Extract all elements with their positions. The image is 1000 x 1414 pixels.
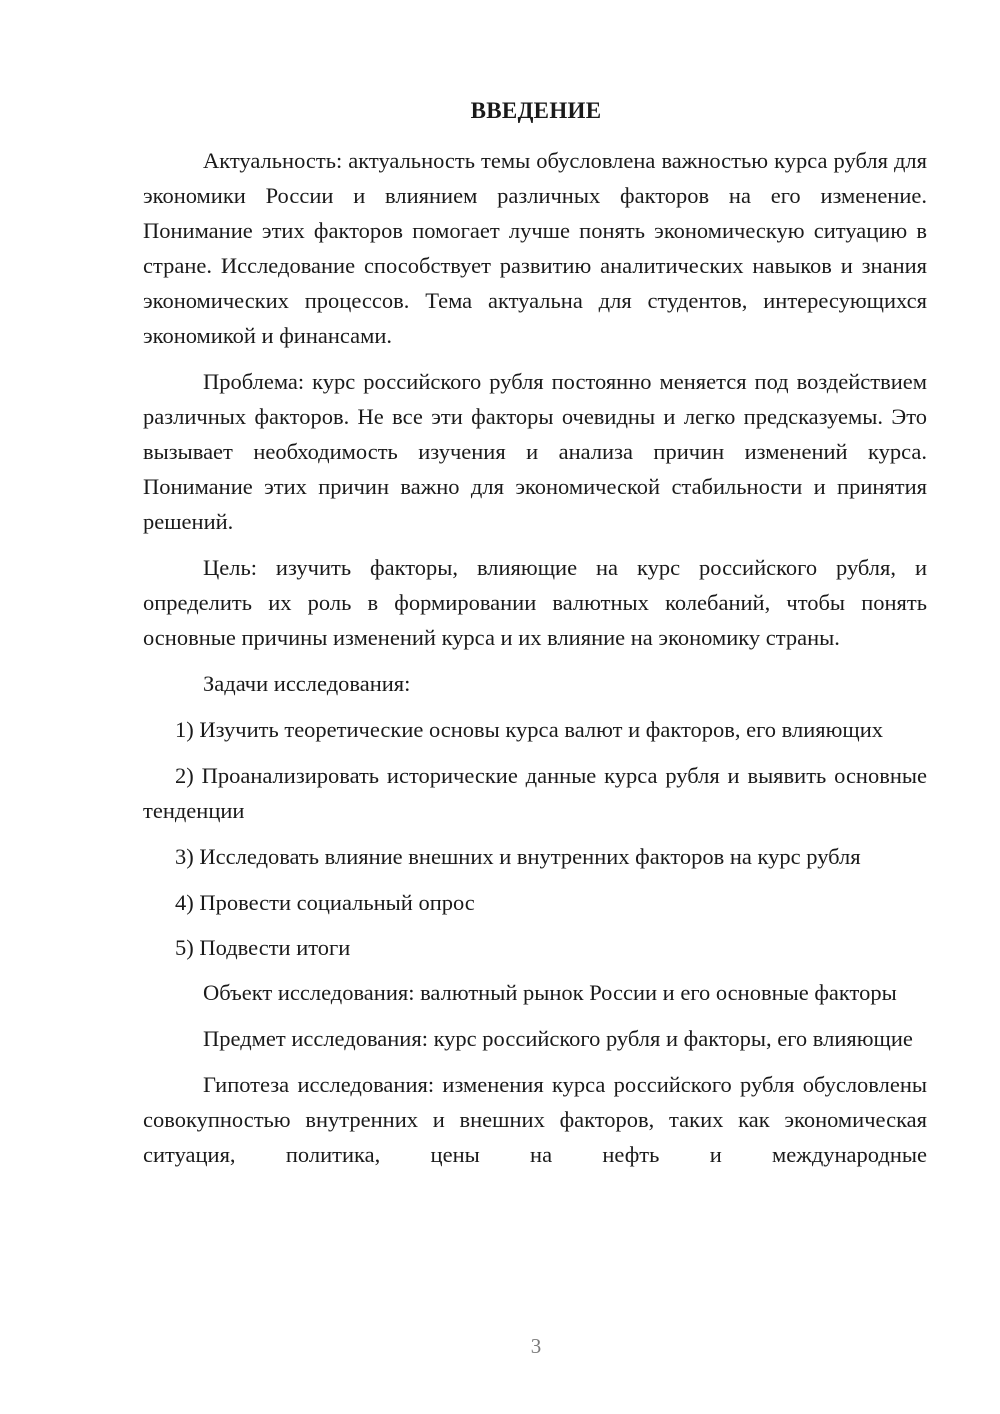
document-body [143,143,927,1183]
paragraph-subject: Предмет исследования: курс российского рубля и факторы, его влияющие [203,1026,913,1051]
paragraph-problem: Проблема: курс российского рубля постоянно меняется под воздействием различных факторов. Не все эти факторы очевидны и легко предсказуемы. Это вызывает необходимость изучения и анализа причин изменений курса. Понимание этих причин важно для экономической стабильности и принятия решений. [143,369,927,534]
paragraph-relevance: Актуальность: актуальность темы обусловлена важностью курса рубля для экономики России и влиянием различных факторов на его изменение. Понимание этих факторов помогает лучше понять экономическую ситуацию в стране. Исследование способствует развитию аналитических навыков и знания экономических процессов. Тема актуальна для студентов, интересующихся экономикой и финансами. [143,148,927,348]
paragraph-goal: Цель: изучить факторы, влияющие на курс российского рубля, и определить их роль в формировании валютных колебаний, чтобы понять основные причины изменений курса и их влияние на экономику страны. [143,555,927,650]
section-heading: ВВЕДЕНИЕ [470,98,602,123]
paragraph-hypothesis: Гипотеза исследования: изменения курса российского рубля обусловлены совокупностью внутренних и внешних факторов, таких как экономическая ситуация, политика, цены на нефть и международные [143,1072,927,1167]
task-item-2: 2) Проанализировать исторические данные курса рубля и выявить основные тенденции [143,763,927,823]
paragraph-tasks-heading: Задачи исследования: [203,671,411,696]
page-number: 3 [530,1334,542,1358]
task-item-3: 3) Исследовать влияние внешних и внутренних факторов на курс рубля [175,844,861,869]
paragraph-object: Объект исследования: валютный рынок России и его основные факторы [203,980,897,1005]
task-item-1: 1) Изучить теоретические основы курса валют и факторов, его влияющих [175,717,884,742]
task-item-5: 5) Подвести итоги [175,935,351,960]
task-item-4: 4) Провести социальный опрос [175,890,475,915]
